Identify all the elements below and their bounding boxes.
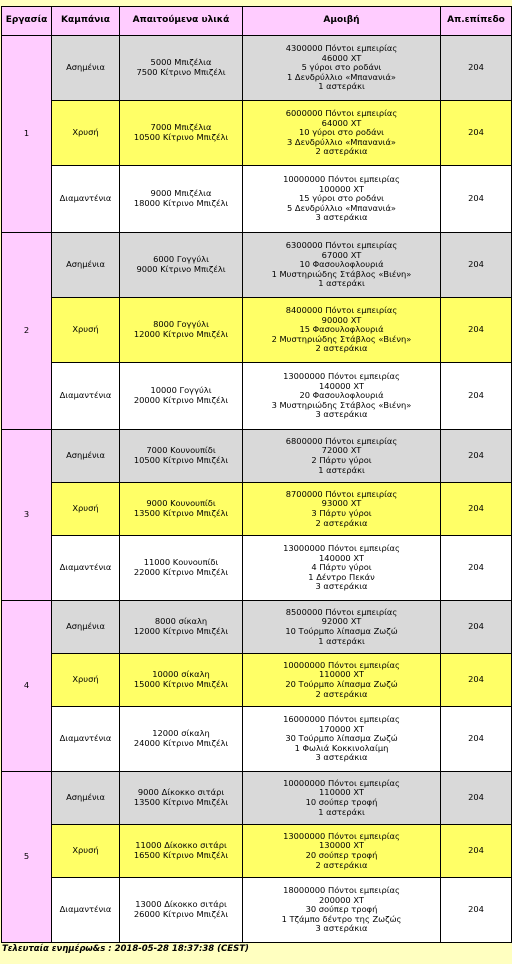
reward-line: 2 Μυστηριώδης Στάβλος «Βιένη» [271,333,412,344]
level-cell: 204 [441,601,512,654]
reward-line: 13000000 Πόντοι εμπειρίας [283,371,400,382]
level-cell: 204 [441,878,512,943]
materials-cell [120,483,243,536]
level-cell: 204 [441,166,512,233]
reward-line: 2 Πάρτυ γύροι [311,455,372,465]
reward-line: 90000 XT [321,314,362,325]
materials-cell [120,601,243,654]
materials-cell [120,363,243,430]
task-number: 5 [2,772,52,943]
material-line: 10500 Κίτρινο Μπιζέλι [133,132,229,142]
reward-line: 3 αστεράκια [315,923,368,934]
reward-cell [243,654,441,707]
table-row [2,536,512,601]
table-row [2,654,512,707]
material-line: 10000 σίκαλη [152,669,210,680]
table-row [2,298,512,363]
reward-line: 6800000 Πόντοι εμπειρίας [285,435,398,446]
reward-line: 10 σούπερ τροφή [305,797,378,807]
reward-line: 8400000 Πόντοι εμπειρίας [285,305,398,316]
material-line: 12000 Κίτρινο Μπιζέλι [133,626,229,636]
material-line: 13500 Κίτρινο Μπιζέλι [133,508,229,518]
table-row [2,101,512,166]
reward-cell [243,233,441,298]
material-line: 10500 Κίτρινο Μπιζέλι [133,455,229,465]
reward-line: 15 Φασουλοφλουριά [299,324,384,335]
reward-line: 3 αστεράκια [315,212,368,223]
table-row [2,707,512,772]
reward-line: 3 αστεράκια [315,409,368,420]
reward-line: 1 Μυστηριώδης Στάβλος «Βιένη» [271,268,412,279]
reward-line: 6300000 Πόντοι εμπειρίας [285,240,398,251]
material-line: 16500 Κίτρινο Μπιζέλι [133,850,229,860]
material-line: 13500 Κίτρινο Μπιζέλι [133,797,229,807]
reward-line: 72000 XT [321,445,362,456]
reward-line: 10 Τούρμπο λίπασμα Ζωζώ [285,626,398,636]
reward-line: 30 Τούρμπο λίπασμα Ζωζώ [285,733,398,744]
reward-line: 3 αστεράκια [315,581,368,592]
reward-line: 100000 XT [319,183,364,194]
table-row [2,878,512,943]
material-line: 11000 Κουνουπίδι [143,557,219,568]
task-number: 4 [2,601,52,772]
materials-cell [120,233,243,298]
reward-line: 16000000 Πόντοι εμπειρίας [283,714,400,725]
reward-line: 20 σούπερ τροφή [305,850,378,860]
campaign-cell: Ασημένια [52,601,120,654]
campaign-cell: Χρυσή [52,101,120,166]
header-task: Εργασία [2,7,52,36]
campaign-cell: Χρυσή [52,298,120,363]
material-line: 9000 Δίκοκκο σιτάρι [137,787,225,798]
campaign-cell: Χρυσή [52,825,120,878]
material-line: 22000 Κίτρινο Μπιζέλι [133,567,229,577]
level-cell: 204 [441,654,512,707]
reward-line: 10 γύροι στο ροδάνι [299,127,384,138]
campaign-cell: Διαμαντένια [52,707,120,772]
materials-cell [120,772,243,825]
table-row [2,430,512,483]
reward-line: 3 Πάρτυ γύροι [311,508,372,518]
reward-line: 8700000 Πόντοι εμπειρίας [285,488,398,499]
materials-cell [120,536,243,601]
reward-line: 18000000 Πόντοι εμπειρίας [283,885,400,896]
table-row [2,363,512,430]
reward-line: 1 Δέντρο Πεκάν [308,571,375,582]
reward-line: 64000 XT [321,117,362,128]
reward-cell [243,483,441,536]
level-cell: 204 [441,101,512,166]
header-reward: Αμοιβή [243,7,441,36]
materials-cell [120,654,243,707]
header-row [2,7,512,36]
material-line: 9000 Κουνουπίδι [146,498,216,509]
campaign-cell: Χρυσή [52,654,120,707]
reward-line: 46000 XT [321,52,362,63]
table-row [2,772,512,825]
reward-cell [243,536,441,601]
quest-table-body [2,36,512,943]
reward-cell [243,363,441,430]
campaign-cell: Ασημένια [52,772,120,825]
material-line: 8000 Γογγύλι [153,319,209,330]
material-line: 5000 Μπιζέλια [150,57,212,68]
material-line: 24000 Κίτρινο Μπιζέλι [133,738,229,748]
reward-line: 5 Δενδρύλλιο «Μπανανιά» [287,202,396,213]
reward-line: 130000 XT [319,840,364,851]
reward-line: 1 αστεράκι [318,635,365,646]
reward-cell [243,825,441,878]
header-level: Απ.επίπεδο [441,7,512,36]
reward-line: 10000000 Πόντοι εμπειρίας [283,174,400,185]
material-line: 7500 Κίτρινο Μπιζέλι [136,67,226,77]
task-number: 2 [2,233,52,430]
reward-cell [243,772,441,825]
reward-line: 1 αστεράκι [318,464,365,475]
level-cell: 204 [441,536,512,601]
materials-cell [120,36,243,101]
material-line: 10000 Γογγύλι [150,385,212,396]
table-row [2,825,512,878]
materials-cell [120,298,243,363]
reward-line: 1 Τζάμπο δέντρο της Ζωζώς [281,913,402,924]
reward-line: 1 Φωλιά Κοκκινολαίμη [294,742,389,753]
reward-line: 1 αστεράκι [318,81,365,92]
reward-line: 5 γύροι στο ροδάνι [301,62,382,73]
level-cell: 204 [441,707,512,772]
table-row [2,483,512,536]
level-cell: 204 [441,36,512,101]
reward-line: 15 γύροι στο ροδάνι [299,193,384,204]
campaign-cell: Ασημένια [52,233,120,298]
materials-cell [120,707,243,772]
last-updated: Τελευταία ενημέρω&s : 2018-05-28 18:37:38 (CEST) [2,944,249,954]
material-line: 18000 Κίτρινο Μπιζέλι [133,198,229,208]
reward-line: 3 Δενδρύλλιο «Μπανανιά» [287,136,396,147]
quest-table [1,6,512,943]
campaign-cell: Διαμαντένια [52,878,120,943]
material-line: 15000 Κίτρινο Μπιζέλι [133,679,229,689]
level-cell: 204 [441,298,512,363]
table-row [2,36,512,101]
reward-line: 13000000 Πόντοι εμπειρίας [283,543,400,554]
reward-line: 2 αστεράκια [315,343,368,354]
level-cell: 204 [441,483,512,536]
reward-cell [243,707,441,772]
materials-cell [120,166,243,233]
level-cell: 204 [441,430,512,483]
reward-line: 30 σούπερ τροφή [305,904,378,915]
campaign-cell: Ασημένια [52,430,120,483]
reward-line: 1 αστεράκι [318,278,365,289]
level-cell: 204 [441,363,512,430]
materials-cell [120,101,243,166]
reward-line: 110000 XT [319,787,364,798]
table-row [2,233,512,298]
reward-line: 110000 XT [319,669,364,680]
campaign-cell: Διαμαντένια [52,363,120,430]
reward-line: 8500000 Πόντοι εμπειρίας [285,606,398,617]
reward-line: 20 Φασουλοφλουριά [299,390,384,401]
material-line: 7000 Κουνουπίδι [146,445,216,456]
reward-cell [243,878,441,943]
table-row [2,166,512,233]
reward-line: 200000 XT [319,894,364,905]
header-materials: Απαιτούμενα υλικά [120,7,243,36]
reward-cell [243,298,441,363]
campaign-cell: Διαμαντένια [52,166,120,233]
task-number: 3 [2,430,52,601]
reward-cell [243,166,441,233]
reward-cell [243,430,441,483]
reward-line: 3 αστεράκια [315,752,368,763]
level-cell: 204 [441,233,512,298]
material-line: 8000 σίκαλη [154,616,208,627]
reward-line: 140000 XT [319,552,364,563]
reward-line: 1 αστεράκι [318,806,365,817]
level-cell: 204 [441,825,512,878]
material-line: 20000 Κίτρινο Μπιζέλι [133,395,229,405]
reward-line: 10000000 Πόντοι εμπειρίας [283,659,400,670]
reward-line: 2 αστεράκια [315,146,368,157]
materials-cell [120,430,243,483]
reward-line: 2 αστεράκια [315,688,368,699]
materials-cell [120,878,243,943]
material-line: 12000 σίκαλη [152,728,210,739]
campaign-cell: Χρυσή [52,483,120,536]
task-number: 1 [2,36,52,233]
reward-line: 10 Φασουλοφλουριά [299,259,384,270]
reward-line: 140000 XT [319,380,364,391]
reward-line: 92000 XT [321,616,362,627]
reward-cell [243,601,441,654]
reward-line: 3 Μυστηριώδης Στάβλος «Βιένη» [271,399,412,410]
reward-line: 4 Πάρτυ γύροι [311,562,372,573]
material-line: 13000 Δίκοκκο σιτάρι [135,899,227,910]
reward-line: 1 Δενδρύλλιο «Μπανανιά» [287,71,396,82]
materials-cell [120,825,243,878]
reward-line: 93000 XT [321,498,362,509]
reward-line: 6000000 Πόντοι εμπειρίας [285,108,398,119]
reward-line: 4300000 Πόντοι εμπειρίας [285,43,398,54]
campaign-cell: Διαμαντένια [52,536,120,601]
reward-cell [243,101,441,166]
material-line: 11000 Δίκοκκο σιτάρι [135,840,227,851]
reward-cell [243,36,441,101]
reward-line: 20 Τούρμπο λίπασμα Ζωζώ [285,679,398,689]
material-line: 7000 Μπιζέλια [150,122,212,133]
campaign-cell: Ασημένια [52,36,120,101]
reward-line: 10000000 Πόντοι εμπειρίας [283,777,400,788]
material-line: 12000 Κίτρινο Μπιζέλι [133,329,229,339]
reward-line: 2 αστεράκια [315,517,368,528]
material-line: 9000 Κίτρινο Μπιζέλι [136,264,226,274]
reward-line: 2 αστεράκια [315,859,368,870]
level-cell: 204 [441,772,512,825]
material-line: 9000 Μπιζέλια [150,188,212,199]
reward-line: 67000 XT [321,249,362,260]
material-line: 6000 Γογγύλι [153,254,209,265]
header-campaign: Καμπάνια [52,7,120,36]
reward-line: 13000000 Πόντοι εμπειρίας [283,830,400,841]
table-row [2,601,512,654]
material-line: 26000 Κίτρινο Μπιζέλι [133,909,229,919]
reward-line: 170000 XT [319,723,364,734]
